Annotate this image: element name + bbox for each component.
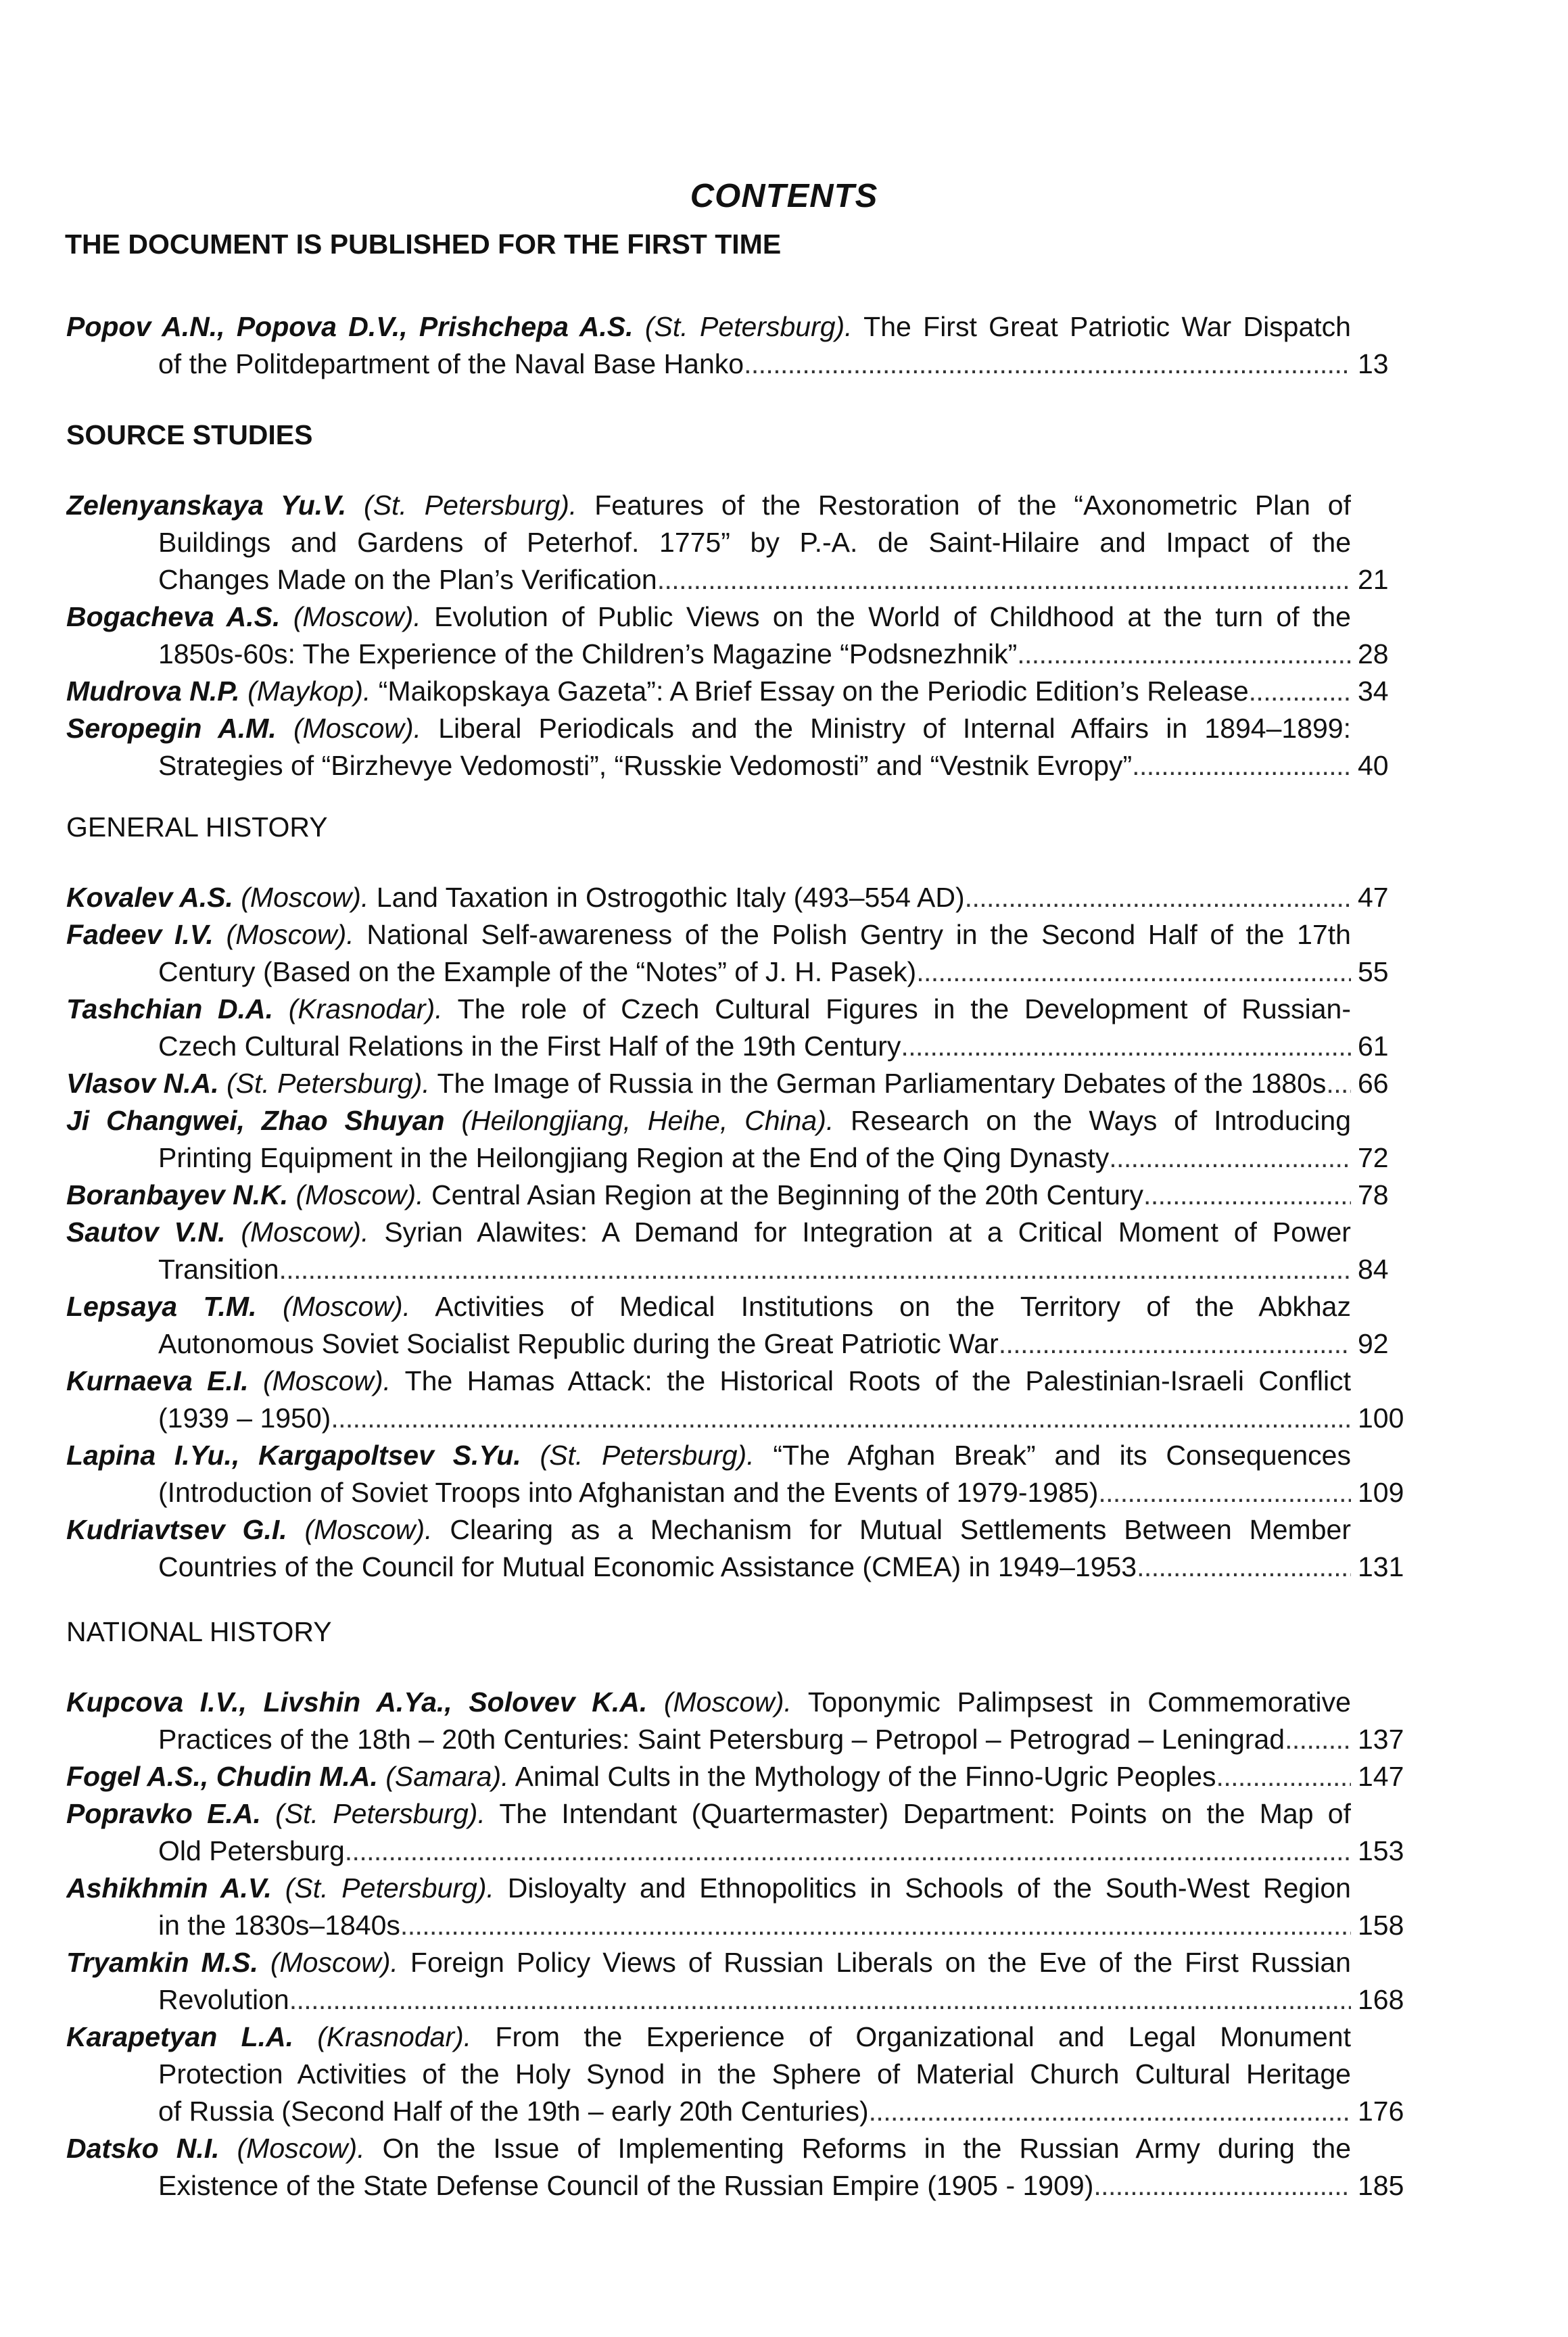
entry-title: Central Asian Region at the Beginning of the 20th Century bbox=[431, 1179, 1144, 1210]
dot-leader bbox=[1216, 1758, 1351, 1795]
entry-line-text bbox=[66, 1758, 1216, 1795]
entry-place: (Moscow). bbox=[663, 1686, 792, 1718]
entry-line bbox=[66, 2130, 1351, 2167]
entry-place: (Moscow). bbox=[226, 919, 354, 950]
entry-line bbox=[158, 636, 1389, 673]
entry-place: (Moscow). bbox=[293, 601, 421, 632]
entry-page-number: 28 bbox=[1358, 638, 1389, 669]
entry-line bbox=[158, 1981, 1404, 2019]
entry-author: Tryamkin M.S. bbox=[66, 1947, 258, 1978]
entry-author: Lepsaya T.M. bbox=[66, 1291, 257, 1322]
toc-entry[interactable] bbox=[66, 1437, 1432, 1511]
entry-line bbox=[158, 1325, 1389, 1363]
entry-author: Fadeev I.V. bbox=[66, 919, 214, 950]
entry-title: Research on the Ways of Introducing bbox=[851, 1105, 1351, 1136]
entry-line bbox=[66, 1102, 1351, 1139]
entry-place: (St. Petersburg). bbox=[540, 1440, 755, 1471]
entry-title: The Intendant (Quartermaster) Department: Points on the Map of bbox=[499, 1798, 1351, 1829]
toc-entry[interactable] bbox=[66, 916, 1432, 991]
entry-line-text bbox=[158, 636, 1017, 673]
entry-line bbox=[158, 2093, 1404, 2130]
toc-entry[interactable] bbox=[66, 1684, 1432, 1758]
entry-page-number: 153 bbox=[1358, 1835, 1404, 1866]
entry-line bbox=[66, 1684, 1351, 1721]
entry-title: The Hamas Attack: the Historical Roots of the Palestinian-Israeli Conflict bbox=[404, 1365, 1351, 1396]
entry-title: Land Taxation in Ostrogothic Italy (493–554 AD) bbox=[376, 882, 965, 913]
entry-title: Existence of the State Defense Council of the Russian Empire (1905 - 1909) bbox=[158, 2170, 1094, 2201]
entry-title: Autonomous Soviet Socialist Republic during the Great Patriotic War bbox=[158, 1328, 999, 1359]
dot-leader bbox=[1326, 1065, 1351, 1102]
entry-page-number: 72 bbox=[1358, 1142, 1389, 1173]
entry-title: On the Issue of Implementing Reforms in the Russian Army during the bbox=[382, 2133, 1351, 2164]
entry-author: Kudriavtsev G.I. bbox=[66, 1514, 287, 1545]
entry-title: National Self-awareness of the Polish Gentry in the Second Half of the 17th bbox=[366, 919, 1351, 950]
entry-page-number: 78 bbox=[1358, 1179, 1389, 1210]
dot-leader bbox=[1109, 1139, 1351, 1177]
entry-page-number: 84 bbox=[1358, 1254, 1389, 1285]
entry-page-number: 109 bbox=[1358, 1477, 1404, 1508]
entry-place: (Moscow). bbox=[293, 713, 422, 744]
entry-author: Fogel A.S., Chudin M.A. bbox=[66, 1761, 378, 1792]
entry-title: Buildings and Gardens of Peterhof. 1775” by P.-A. de Saint-Hilaire and Impact of the bbox=[158, 527, 1351, 558]
dot-leader bbox=[289, 1981, 1351, 2019]
section-entries bbox=[66, 487, 1432, 784]
toc-entry[interactable] bbox=[66, 1177, 1432, 1214]
entry-author: Popravko E.A. bbox=[66, 1798, 261, 1829]
entry-line-text bbox=[158, 2167, 1093, 2204]
entry-title: Foreign Policy Views of Russian Liberals on the Eve of the First Russian bbox=[410, 1947, 1351, 1978]
entry-page-number: 100 bbox=[1358, 1402, 1404, 1434]
entry-page-number: 34 bbox=[1358, 676, 1389, 707]
entry-place: (Heilongjiang, Heihe, China). bbox=[461, 1105, 834, 1136]
entry-title: Features of the Restoration of the “Axonometric Plan of bbox=[594, 490, 1351, 521]
entry-line bbox=[158, 1721, 1404, 1758]
entry-author: Popov A.N., Popova D.V., Prishchepa A.S. bbox=[66, 311, 634, 342]
dot-leader bbox=[400, 1907, 1351, 1944]
entry-line bbox=[158, 2056, 1351, 2093]
entry-title: Strategies of “Birzhevye Vedomosti”, “Russkie Vedomosti” and “Vestnik Evropy” bbox=[158, 750, 1133, 781]
toc-entry[interactable] bbox=[66, 1214, 1432, 1288]
entry-title: The First Great Patriotic War Dispatch bbox=[863, 311, 1351, 342]
entry-place: (Moscow). bbox=[304, 1514, 433, 1545]
toc-entry[interactable] bbox=[66, 991, 1432, 1065]
entry-title: Revolution bbox=[158, 1984, 289, 2015]
entry-line-text bbox=[66, 1065, 1326, 1102]
entry-title: Evolution of Public Views on the World of Childhood at the turn of the bbox=[434, 601, 1351, 632]
entry-place: (St. Petersburg). bbox=[644, 311, 853, 342]
entry-author: Seropegin A.M. bbox=[66, 713, 277, 744]
entry-page-number: 21 bbox=[1358, 564, 1389, 595]
entry-place: (Maykop). bbox=[247, 676, 371, 707]
entry-author: Tashchian D.A. bbox=[66, 993, 274, 1024]
entry-author: Ji Changwei, Zhao Shuyan bbox=[66, 1105, 445, 1136]
entry-line bbox=[66, 2019, 1351, 2056]
entry-line bbox=[158, 346, 1389, 383]
entry-line-text bbox=[66, 1177, 1143, 1214]
entry-line bbox=[158, 1251, 1389, 1288]
entry-line-text bbox=[66, 673, 1249, 710]
dot-leader bbox=[1285, 1721, 1351, 1758]
entry-page-number: 147 bbox=[1358, 1761, 1404, 1792]
entry-page-number: 137 bbox=[1358, 1724, 1404, 1755]
entry-title: of Russia (Second Half of the 19th – early 20th Centuries) bbox=[158, 2096, 869, 2127]
entry-page-number: 168 bbox=[1358, 1984, 1404, 2015]
toc-entry[interactable] bbox=[66, 2019, 1432, 2130]
entry-author: Karapetyan L.A. bbox=[66, 2021, 294, 2052]
entry-place: (Moscow). bbox=[262, 1365, 391, 1396]
entry-place: (St. Petersburg). bbox=[285, 1872, 494, 1904]
entry-title: Activities of Medical Institutions on the Territory of the Abkhaz bbox=[435, 1291, 1351, 1322]
entry-line bbox=[66, 916, 1351, 953]
entry-line-text bbox=[158, 346, 744, 383]
entry-line bbox=[66, 1363, 1351, 1400]
entry-line bbox=[66, 308, 1351, 346]
entry-line-text bbox=[66, 879, 965, 916]
dot-leader bbox=[1143, 1177, 1351, 1214]
entry-page-number: 66 bbox=[1358, 1068, 1389, 1099]
entry-author: Kovalev A.S. bbox=[66, 882, 233, 913]
entry-line-text bbox=[158, 1721, 1285, 1758]
dot-leader bbox=[1098, 1474, 1351, 1511]
dot-leader bbox=[1093, 2167, 1351, 2204]
entry-line bbox=[66, 879, 1389, 916]
entry-place: (Samara). bbox=[385, 1761, 509, 1792]
entry-place: (Moscow). bbox=[295, 1179, 424, 1210]
dot-leader bbox=[331, 1400, 1351, 1437]
entry-title: The Image of Russia in the German Parliamentary Debates of the 1880s bbox=[437, 1068, 1327, 1099]
entry-line bbox=[66, 598, 1351, 636]
entry-author: Datsko N.I. bbox=[66, 2133, 220, 2164]
entry-place: (Moscow). bbox=[270, 1947, 398, 1978]
entry-page-number: 47 bbox=[1358, 882, 1389, 913]
entry-line-text bbox=[158, 1028, 901, 1065]
section-entries bbox=[66, 308, 1432, 383]
entry-line-text bbox=[158, 1251, 279, 1288]
entry-author: Boranbayev N.K. bbox=[66, 1179, 289, 1210]
entry-place: (Krasnodar). bbox=[317, 2021, 472, 2052]
entry-title: Toponymic Palimpsest in Commemorative bbox=[807, 1686, 1351, 1718]
entry-page-number: 185 bbox=[1358, 2170, 1404, 2201]
toc-entry[interactable] bbox=[66, 308, 1432, 383]
section-heading: GENERAL HISTORY bbox=[66, 811, 328, 843]
entry-author: Zelenyanskaya Yu.V. bbox=[66, 490, 347, 521]
entry-title: Century (Based on the Example of the “Notes” of J. H. Pasek) bbox=[158, 956, 917, 987]
dot-leader bbox=[999, 1325, 1351, 1363]
toc-entry[interactable] bbox=[66, 879, 1432, 916]
entry-author: Kupcova I.V., Livshin A.Ya., Solovev K.A. bbox=[66, 1686, 648, 1718]
entry-line bbox=[66, 1795, 1351, 1833]
entry-title: in the 1830s–1840s bbox=[158, 1910, 400, 1941]
entry-author: Lapina I.Yu., Kargapoltsev S.Yu. bbox=[66, 1440, 521, 1471]
toc-entry[interactable] bbox=[66, 1511, 1432, 1586]
entry-title: (1939 – 1950) bbox=[158, 1402, 331, 1434]
dot-leader bbox=[916, 953, 1351, 991]
entry-line bbox=[66, 1511, 1351, 1549]
entry-line-text bbox=[158, 1833, 345, 1870]
entry-title: The role of Czech Cultural Figures in the Development of Russian- bbox=[457, 993, 1351, 1024]
entry-line-text bbox=[158, 1325, 999, 1363]
entry-author: Bogacheva A.S. bbox=[66, 601, 281, 632]
entry-author: Mudrova N.P. bbox=[66, 676, 240, 707]
dot-leader bbox=[279, 1251, 1352, 1288]
entry-title: Protection Activities of the Holy Synod in the Sphere of Material Church Cultural Heritage bbox=[158, 2058, 1351, 2090]
entry-line bbox=[158, 747, 1389, 784]
entry-line-text bbox=[158, 561, 657, 598]
toc-entry[interactable] bbox=[66, 1102, 1432, 1177]
entry-line-text bbox=[158, 1400, 331, 1437]
toc-entry[interactable] bbox=[66, 2130, 1432, 2204]
entry-line-text bbox=[158, 1549, 1137, 1586]
toc-entry[interactable] bbox=[66, 1065, 1432, 1102]
toc-entry[interactable] bbox=[66, 1363, 1432, 1437]
entry-line bbox=[66, 1870, 1351, 1907]
entry-title: Practices of the 18th – 20th Centuries: Saint Petersburg – Petropol – Petrograd – Leningrad bbox=[158, 1724, 1285, 1755]
entry-page-number: 176 bbox=[1358, 2096, 1404, 2127]
entry-author: Kurnaeva E.I. bbox=[66, 1365, 249, 1396]
toc-entry[interactable] bbox=[66, 1944, 1432, 2019]
entry-title: Countries of the Council for Mutual Economic Assistance (CMEA) in 1949–1953 bbox=[158, 1551, 1137, 1582]
dot-leader bbox=[869, 2093, 1351, 2130]
entry-line bbox=[158, 1139, 1389, 1177]
dot-leader bbox=[657, 561, 1351, 598]
dot-leader bbox=[1017, 636, 1351, 673]
toc-entry[interactable] bbox=[66, 1288, 1432, 1363]
entry-place: (Krasnodar). bbox=[288, 993, 443, 1024]
entry-line bbox=[158, 2167, 1404, 2204]
entry-page-number: 158 bbox=[1358, 1910, 1404, 1941]
section-heading: SOURCE STUDIES bbox=[66, 419, 313, 450]
entry-title: (Introduction of Soviet Troops into Afghanistan and the Events of 1979-1985) bbox=[158, 1477, 1099, 1508]
entry-page-number: 92 bbox=[1358, 1328, 1389, 1359]
entry-page-number: 13 bbox=[1358, 348, 1389, 379]
entry-line-text bbox=[158, 2093, 869, 2130]
entry-title: Changes Made on the Plan’s Verification bbox=[158, 564, 657, 595]
entry-line bbox=[66, 1944, 1351, 1981]
toc-entry[interactable] bbox=[66, 1795, 1432, 1870]
entry-line bbox=[66, 1065, 1389, 1102]
entry-title: Czech Cultural Relations in the First Half of the 19th Century bbox=[158, 1031, 901, 1062]
entry-line-text bbox=[158, 747, 1132, 784]
entry-line bbox=[66, 1758, 1404, 1795]
section-entries bbox=[66, 1684, 1432, 2204]
entry-author: Sautov V.N. bbox=[66, 1217, 226, 1248]
entry-title: Transition bbox=[158, 1254, 279, 1285]
entry-title: Animal Cults in the Mythology of the Finno-Ugric Peoples bbox=[515, 1761, 1216, 1792]
entry-title: Disloyalty and Ethnopolitics in Schools of the South-West Region bbox=[507, 1872, 1351, 1904]
entry-line-text bbox=[158, 1907, 400, 1944]
entry-title: Printing Equipment in the Heilongjiang Region at the End of the Qing Dynasty bbox=[158, 1142, 1110, 1173]
dot-leader bbox=[744, 346, 1351, 383]
entry-line-text bbox=[158, 1474, 1098, 1511]
entry-line bbox=[66, 1214, 1351, 1251]
entry-title: of the Politdepartment of the Naval Base Hanko bbox=[158, 348, 744, 379]
entry-title: 1850s-60s: The Experience of the Children’s Magazine “Podsnezhnik” bbox=[158, 638, 1018, 669]
entry-place: (St. Petersburg). bbox=[227, 1068, 430, 1099]
entry-title: Liberal Periodicals and the Ministry of Internal Affairs in 1894–1899: bbox=[438, 713, 1351, 744]
toc-entry[interactable] bbox=[66, 598, 1432, 673]
entry-line bbox=[158, 1028, 1389, 1065]
section-entries bbox=[66, 879, 1432, 1586]
entry-title: Clearing as a Mechanism for Mutual Settlements Between Member bbox=[450, 1514, 1351, 1545]
dot-leader bbox=[901, 1028, 1351, 1065]
entry-title: Old Petersburg bbox=[158, 1835, 345, 1866]
entry-line bbox=[66, 673, 1389, 710]
entry-place: (Moscow). bbox=[237, 2133, 365, 2164]
entry-place: (St. Petersburg). bbox=[275, 1798, 485, 1829]
entry-line bbox=[158, 1474, 1404, 1511]
entry-author: Vlasov N.A. bbox=[66, 1068, 219, 1099]
entry-line bbox=[66, 1437, 1351, 1474]
entry-line bbox=[158, 1549, 1404, 1586]
entry-line bbox=[66, 1177, 1389, 1214]
entry-line-text bbox=[158, 1981, 289, 2019]
dot-leader bbox=[1132, 747, 1351, 784]
entry-page-number: 131 bbox=[1358, 1551, 1404, 1582]
toc-entry[interactable] bbox=[66, 710, 1432, 784]
dot-leader bbox=[345, 1833, 1351, 1870]
entry-page-number: 61 bbox=[1358, 1031, 1389, 1062]
dot-leader bbox=[965, 879, 1351, 916]
page-title: CONTENTS bbox=[690, 178, 878, 214]
entry-line-text bbox=[158, 953, 916, 991]
entry-line bbox=[158, 1833, 1404, 1870]
entry-line bbox=[158, 953, 1389, 991]
entry-line bbox=[158, 1400, 1404, 1437]
entry-line-text bbox=[158, 1139, 1109, 1177]
toc-entry[interactable] bbox=[66, 1870, 1432, 1944]
entry-line bbox=[66, 1288, 1351, 1325]
entry-line bbox=[158, 1907, 1404, 1944]
toc-entry[interactable] bbox=[66, 487, 1432, 598]
section-heading-first-publication: THE DOCUMENT IS PUBLISHED FOR THE FIRST TIME bbox=[65, 229, 782, 260]
entry-place: (Moscow). bbox=[241, 1217, 369, 1248]
entry-line bbox=[66, 487, 1351, 524]
toc-entry[interactable] bbox=[66, 1758, 1432, 1795]
entry-place: (St. Petersburg). bbox=[364, 490, 577, 521]
entry-title: “The Afghan Break” and its Consequences bbox=[773, 1440, 1351, 1471]
entry-title: Syrian Alawites: A Demand for Integration at a Critical Moment of Power bbox=[384, 1217, 1351, 1248]
entry-line bbox=[158, 561, 1389, 598]
entry-page-number: 40 bbox=[1358, 750, 1389, 781]
entry-place: (Moscow). bbox=[282, 1291, 411, 1322]
entry-place: (Moscow). bbox=[241, 882, 369, 913]
entry-title: “Maikopskaya Gazeta”: A Brief Essay on the Periodic Edition’s Release bbox=[378, 676, 1249, 707]
entry-page-number: 55 bbox=[1358, 956, 1389, 987]
toc-entry[interactable] bbox=[66, 673, 1432, 710]
entry-line bbox=[66, 991, 1351, 1028]
dot-leader bbox=[1249, 673, 1351, 710]
dot-leader bbox=[1137, 1549, 1351, 1586]
section-heading: NATIONAL HISTORY bbox=[66, 1616, 332, 1647]
entry-line bbox=[158, 524, 1351, 561]
entry-line bbox=[66, 710, 1351, 747]
entry-author: Ashikhmin A.V. bbox=[66, 1872, 272, 1904]
entry-title: From the Experience of Organizational and Legal Monument bbox=[495, 2021, 1351, 2052]
